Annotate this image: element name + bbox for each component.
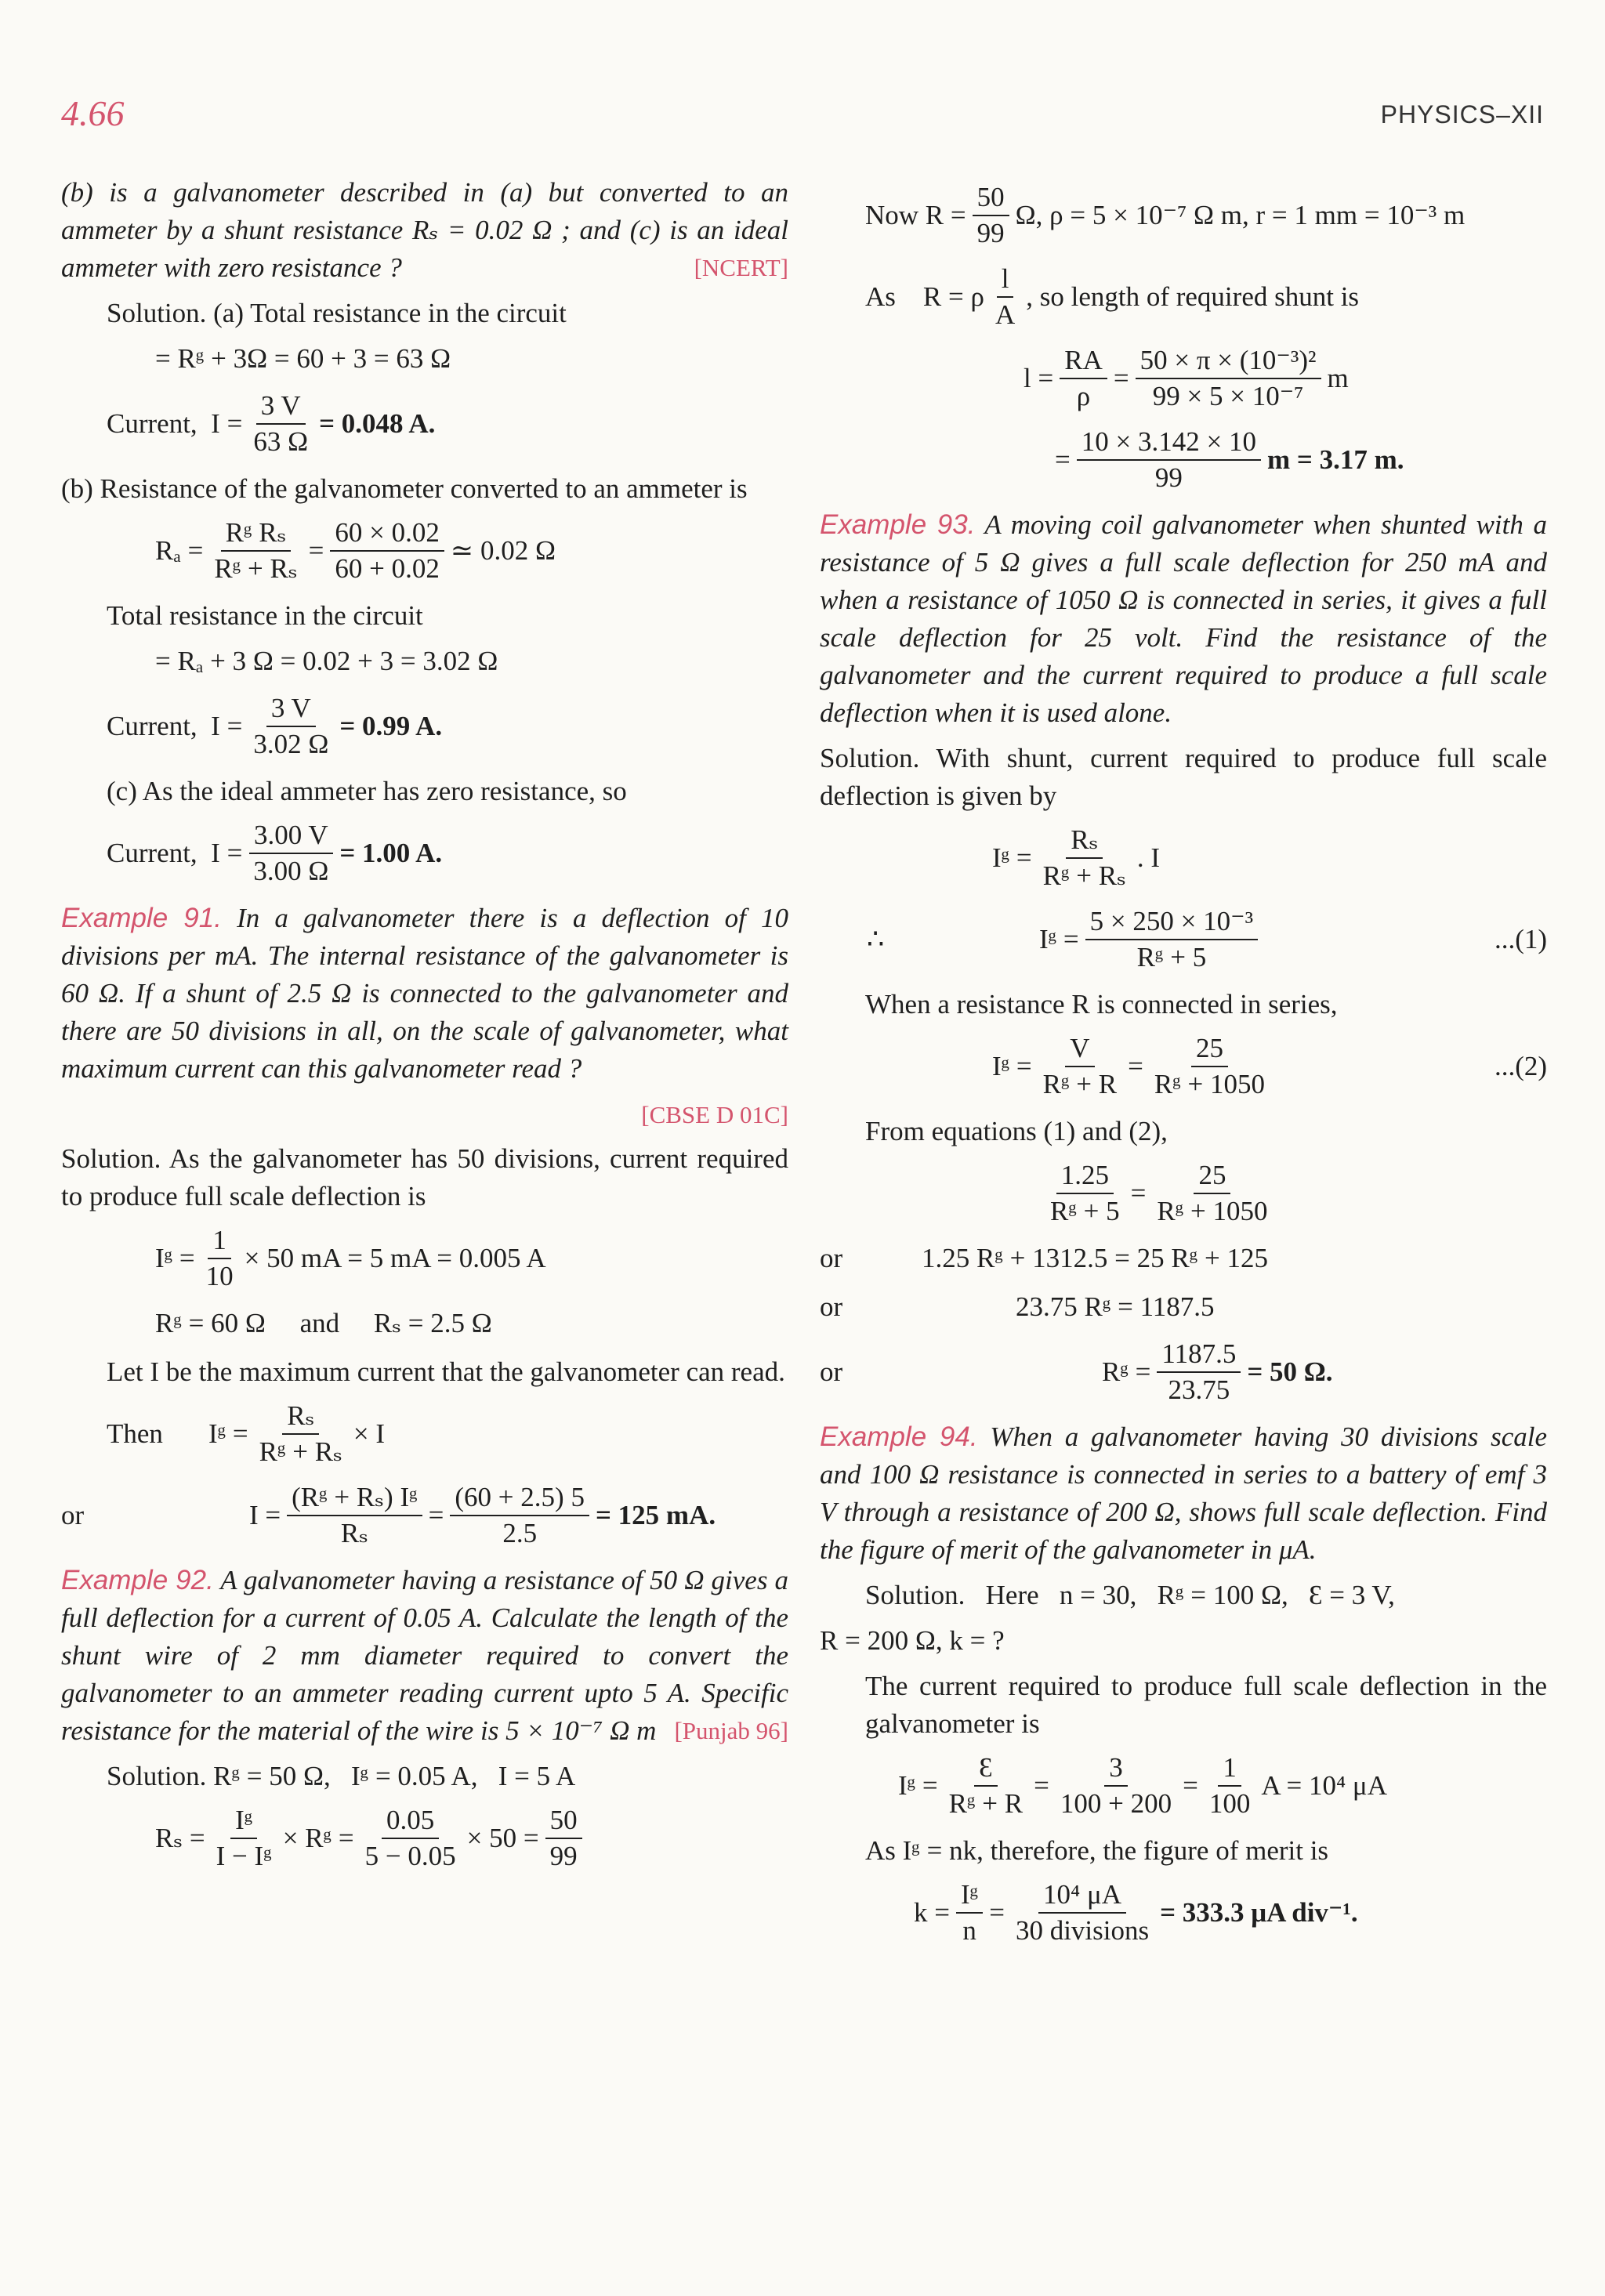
example-94: Example 94. When a galvanometer having 30 divisions scale and 100 Ω resistance is connected in series to a battery of emf 3 V through a resistance of 200 Ω, shows full scale deflection. Find the figure of merit of the galvanometer in μA. [820, 1421, 1547, 1565]
equation: or I = $\frac{\text{(Rᵍ + Rₛ) Iᵍ}}{\text{Rₛ}}$ = $\frac{(60 + 2.5) 5}{2.5}$ = 125 mA. [61, 1482, 716, 1548]
equation: Iᵍ = $\frac{1}{10}$ × 50 mA = 5 mA = 0.005 A [155, 1225, 546, 1291]
question-text: (b) is a galvanometer described in (a) but converted to an ammeter by a shunt resistance Rₛ = 0.02 Ω ; and (c) is an ideal ammeter with zero resistance ? [NCERT] [61, 174, 788, 287]
equation: Then Iᵍ = $\frac{\text{Rₛ}}{\text{Rᵍ + Rₛ}}$ × I [107, 1400, 386, 1467]
left-column [61, 174, 788, 1885]
source-tag: [Punjab 96] [674, 1717, 788, 1744]
solution-text: (b) Resistance of the galvanometer converted to an ammeter is [61, 473, 748, 504]
equation: Rₛ = $\frac{\text{Iᵍ}}{\text{I − Iᵍ}}$ × Rᵍ = $\frac{0.05}{5 - 0.05}$ × 50 = $\frac{50}{99}$ [61, 1803, 788, 1874]
equation: Rₐ = $\frac{\text{Rᵍ Rₛ}}{\text{Rᵍ + Rₛ}}$ = $\frac{60 \times 0.02}{60 + 0.02}$ ≃ 0.02 Ω [155, 517, 556, 584]
equation: k = $\frac{\text{Iᵍ}}{n}$ = $\frac{\text{10⁴ μA}}{\text{30 divisions}}$ = 333.3 μA div⁻¹. [914, 1879, 1358, 1946]
solution-text: Let I be the maximum current that the galvanometer can read. [107, 1356, 785, 1387]
equation: = Rᵍ + 3Ω = 60 + 3 = 63 Ω [155, 343, 451, 374]
equation: Current, I = $\frac{3 V}{3.02 \Omega}$ = 0.99 A. [107, 693, 443, 759]
example-91: Example 91. In a galvanometer there is a deflection of 10 divisions per mA. The internal resistance of the galvanometer is 60 Ω. If a shunt of 2.5 Ω is connected to the galvanometer and there are 50 divisions in all, on the scale of galvanometer, what maximum current can this galvanometer read ? [61, 903, 788, 1084]
equation: As R = ρ $\frac{l}{A}$ , so length of required shunt is [865, 263, 1360, 330]
solution-text: As Iᵍ = nk, therefore, the figure of merit is [865, 1835, 1329, 1866]
equation: or 23.75 Rᵍ = 1187.5 [820, 1291, 1215, 1322]
solution-text: Solution. (a) Total resistance in the circuit [107, 298, 567, 328]
solution-text: From equations (1) and (2), [865, 1116, 1168, 1146]
solution-text: Total resistance in the circuit [107, 600, 423, 631]
equation: Rᵍ = 60 Ω and Rₛ = 2.5 Ω [155, 1308, 492, 1338]
equation: Current, I = $\frac{3.00 V}{3.00 \Omega}$ = 1.00 A. [107, 820, 443, 886]
solution-text: (c) As the ideal ammeter has zero resistance, so [107, 776, 627, 806]
solution-text: Solution. Here n = 30, Rᵍ = 100 Ω, Ɛ = 3 V, [865, 1580, 1395, 1610]
equation: or Rᵍ = $\frac{1187.5}{23.75}$ = 50 Ω. [820, 1338, 1333, 1405]
example-label: Example 93. [820, 509, 976, 540]
solution-text: Solution. As the galvanometer has 50 divisions, current required to produce full scale deflection is [61, 1143, 788, 1211]
equation: Iᵍ = $\frac{Ɛ}{\text{Rᵍ + R}}$ = $\frac{3}{100 + 200}$ = $\frac{1}{100}$ A = 10⁴ μA [898, 1752, 1387, 1819]
example-label: Example 92. [61, 1565, 214, 1595]
right-column [820, 174, 1547, 1959]
equation: ∴ Iᵍ = $\frac{\text{5 × 250 × 10⁻³}}{\text{Rᵍ + 5}}$ ...(1) [867, 906, 1547, 972]
solution-text: Solution. Rᵍ = 50 Ω, Iᵍ = 0.05 A, I = 5 A [107, 1761, 576, 1791]
solution-text: When a resistance R is connected in series, [865, 989, 1338, 1019]
example-label: Example 94. [820, 1421, 978, 1452]
source-tag: [NCERT] [694, 254, 788, 281]
equation: = $\frac{10 \times 3.142 \times 10}{99}$ m = 3.17 m. [1055, 426, 1404, 493]
equation: Now R = $\frac{50}{99}$ Ω, ρ = 5 × 10⁻⁷ Ω m, r = 1 mm = 10⁻³ m [865, 182, 1466, 248]
equation: Iᵍ = $\frac{\text{Rₛ}}{\text{Rᵍ + Rₛ}}$ . I [992, 824, 1161, 891]
example-92: Example 92. A galvanometer having a resistance of 50 Ω gives a full deflection for a current of 0.05 A. Calculate the length of the shunt wire of 2 mm diameter required to convert the galvanometer to an ammeter reading current upto 5 A. Specific resistance for the material of the wire is 5 × 10⁻⁷ Ω m [Punjab 96] [61, 1562, 788, 1750]
equation: = Rₐ + 3 Ω = 0.02 + 3 = 3.02 Ω [155, 646, 498, 676]
page-number: 4.66 [61, 93, 125, 133]
solution-text: Solution. With shunt, current required to produce full scale deflection is given by [820, 743, 1547, 811]
equation: l = $\frac{RA}{\rho}$ = $\frac{\text{50 × π × (10⁻³)²}}{\text{99 × 5 × 10⁻⁷}}$ m [1024, 345, 1349, 411]
solution-text: R = 200 Ω, k = ? [820, 1625, 1005, 1656]
equation: Current, I = $\frac{3 V}{63 \Omega}$ = 0.048 A. [107, 390, 436, 457]
equation: $\frac{1.25}{\text{Rᵍ + 5}}$ = $\frac{25}{\text{Rᵍ + 1050}}$ [1050, 1160, 1268, 1226]
solution-text: The current required to produce full scale deflection in the galvanometer is [865, 1671, 1547, 1739]
equation: or 1.25 Rᵍ + 1312.5 = 25 Rᵍ + 125 [820, 1243, 1268, 1273]
book-title: PHYSICS–XII [1380, 100, 1544, 129]
source-tag: [CBSE D 01C] [641, 1101, 788, 1128]
equation: Iᵍ = $\frac{V}{\text{Rᵍ + R}}$ = $\frac{25}{\text{Rᵍ + 1050}}$ ...(2) [992, 1033, 1547, 1099]
example-93: Example 93. A moving coil galvanometer when shunted with a resistance of 5 Ω gives a full scale deflection for 250 mA and when a resistance of 1050 Ω is connected in series, it gives a full scale deflection for 25 volt. Find the resistance of the galvanometer and the current required to produce a full scale deflection when it is used alone. [820, 509, 1547, 728]
example-label: Example 91. [61, 903, 222, 933]
